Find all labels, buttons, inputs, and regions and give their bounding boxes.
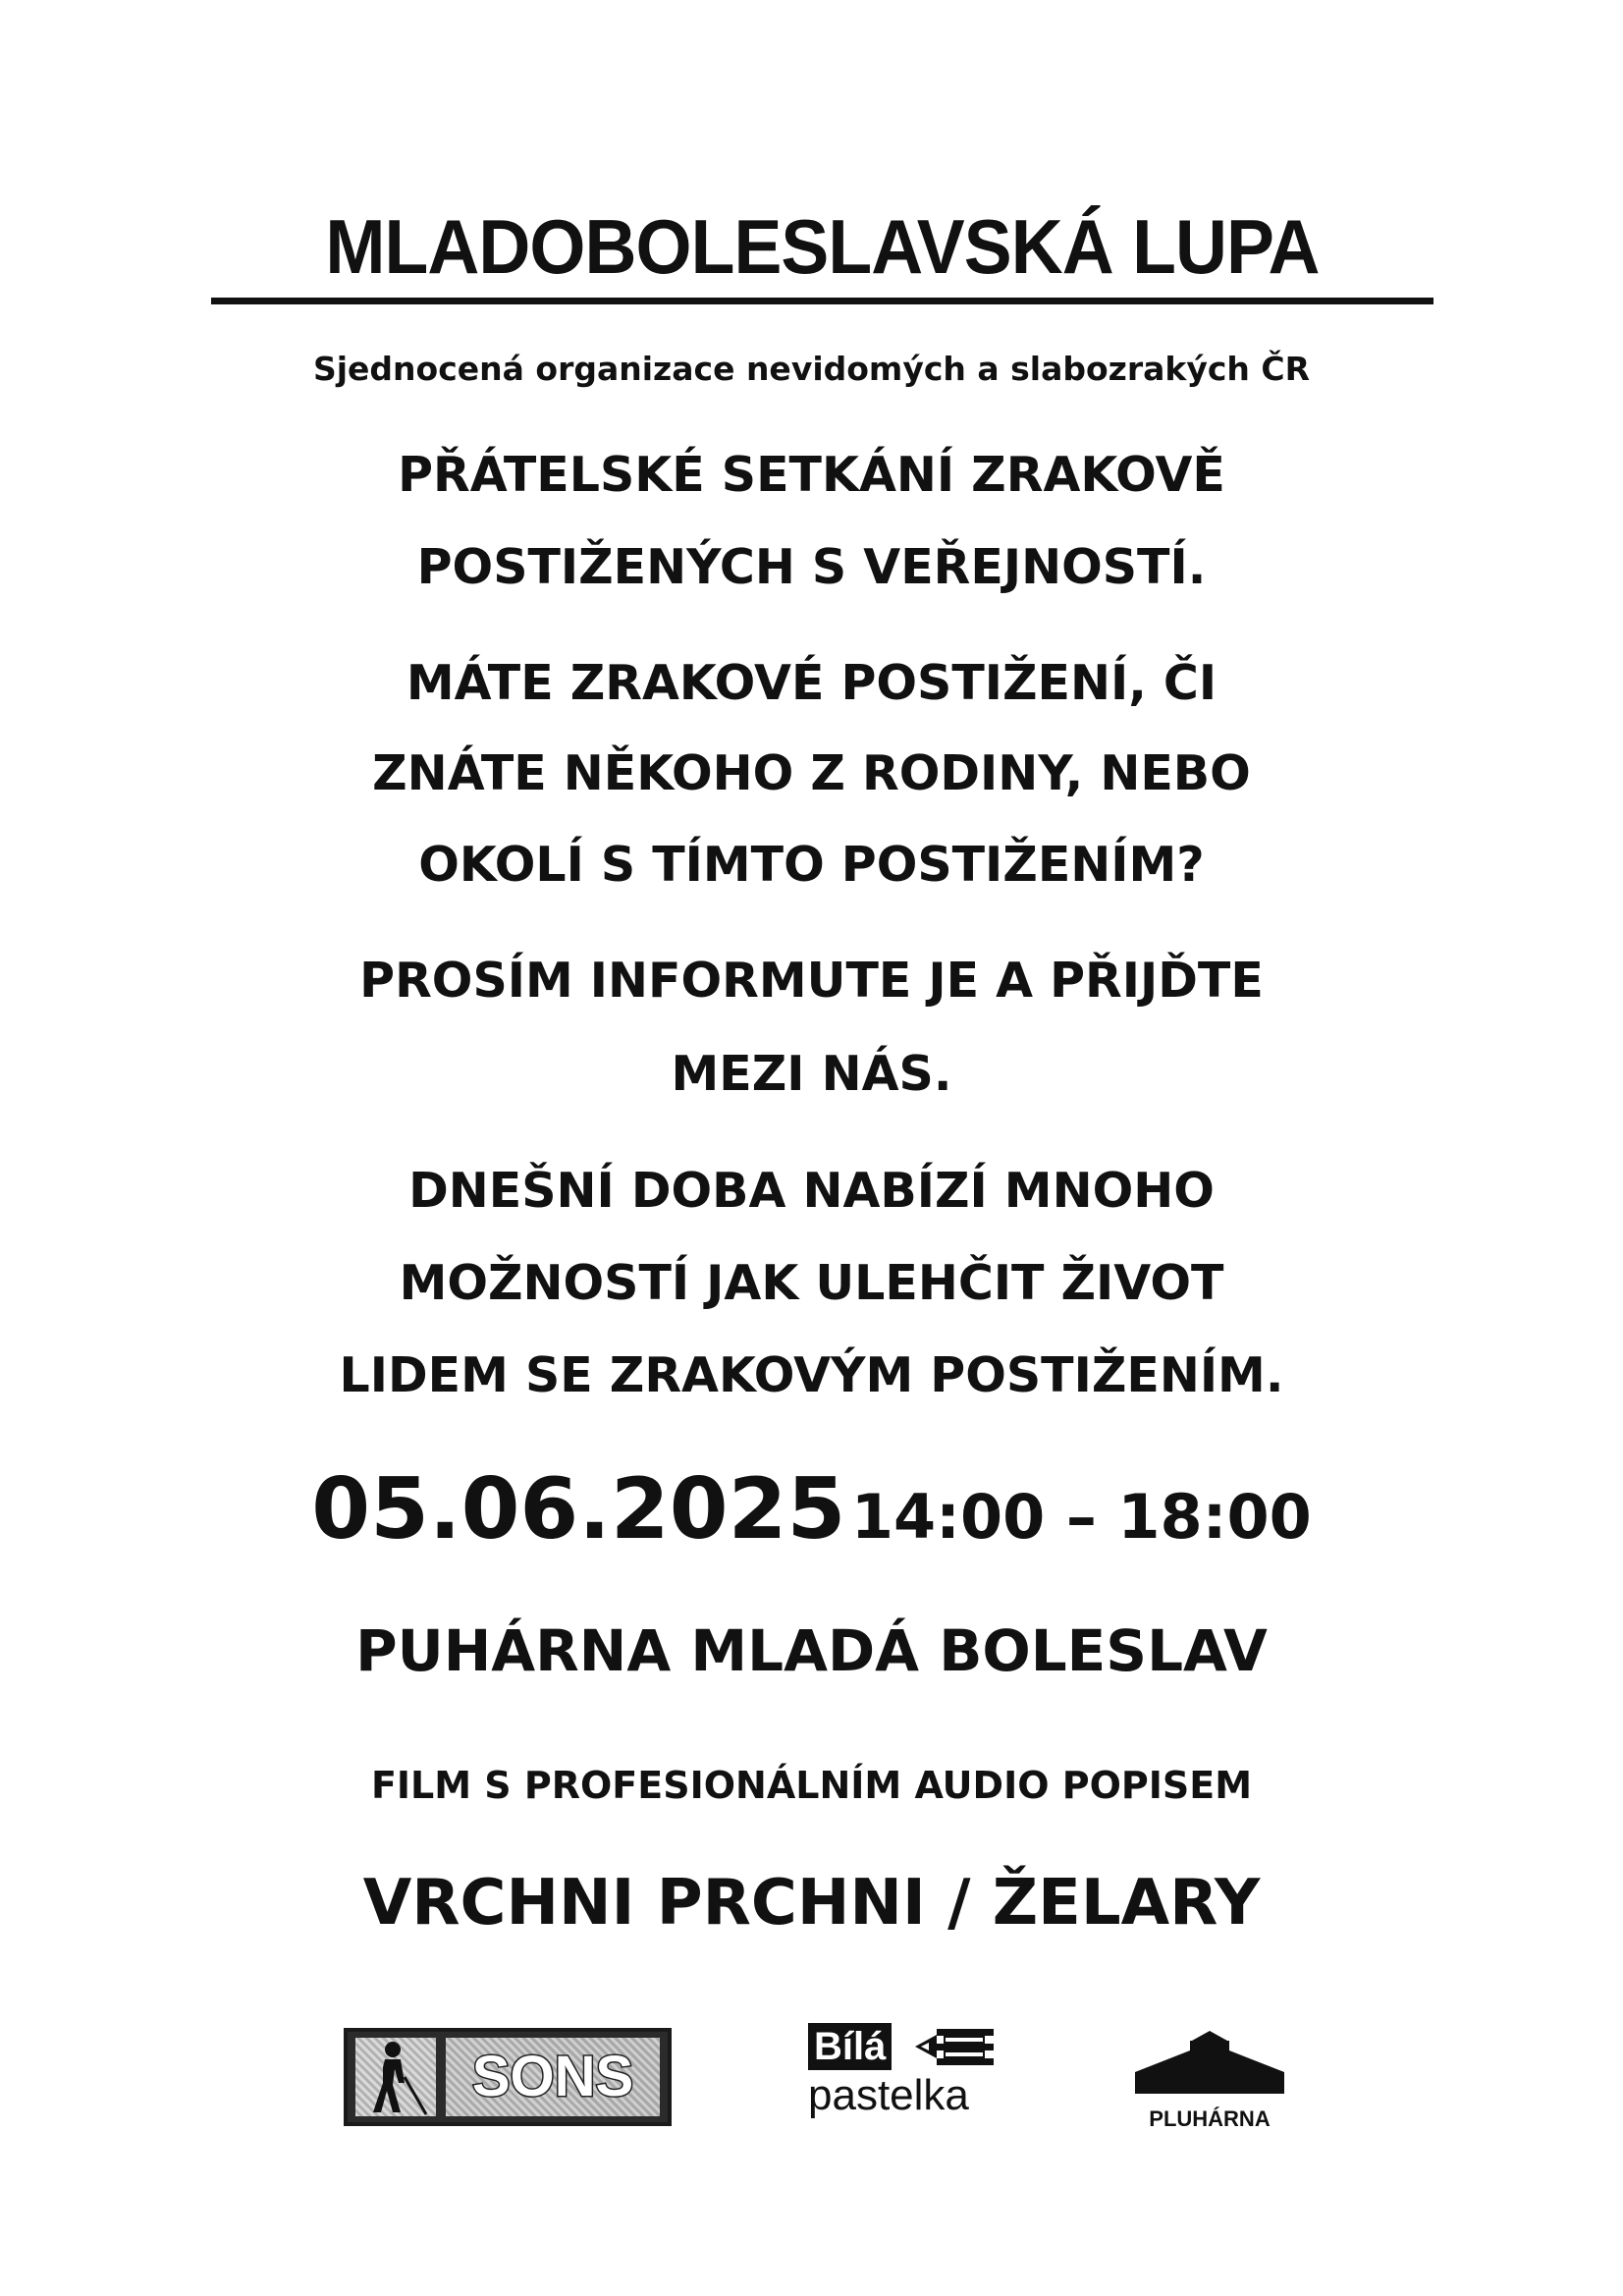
- sons-logo: [344, 2028, 672, 2126]
- headline-line-2: POSTIŽENÝCH S VEŘEJNOSTÍ.: [416, 539, 1207, 595]
- question-line-2: ZNÁTE NĚKOHO Z RODINY, NEBO: [372, 745, 1251, 801]
- film-label: FILM S PROFESIONÁLNÍM AUDIO POPISEM: [370, 1764, 1253, 1807]
- bila-logo-word: Bílá: [808, 2023, 892, 2070]
- building-roof-icon: [1131, 2031, 1288, 2105]
- sons-logo-text: SONS: [446, 2038, 660, 2116]
- question-line-1: MÁTE ZRAKOVÉ POSTIŽENÍ, ČI: [406, 655, 1217, 711]
- headline-line-1: PŘÁTELSKÉ SETKÁNÍ ZRAKOVĚ: [398, 447, 1225, 503]
- event-venue: PUHÁRNA MLADÁ BOLESLAV: [355, 1617, 1268, 1684]
- statement-line-3: LIDEM SE ZRAKOVÝM POSTIŽENÍM.: [339, 1347, 1284, 1403]
- puharna-logo-text: PLUHÁRNA: [1149, 2106, 1271, 2131]
- pastelka-logo-word: pastelka: [808, 2071, 969, 2119]
- event-date-time: [0, 1455, 1623, 1587]
- masthead-title: MLADOBOLESLAVSKÁ LUPA: [325, 203, 1320, 290]
- statement-line-2: MOŽNOSTÍ JAK ULEHČIT ŽIVOT: [399, 1255, 1224, 1311]
- organization-name: Sjednocená organizace nevidomých a slabozrakých ČR: [312, 350, 1311, 388]
- blind-person-with-cane-icon: [355, 2038, 436, 2116]
- pencil-tip-icon: [915, 2023, 998, 2072]
- event-date: 05.06.2025: [311, 1460, 846, 1558]
- question-line-3: OKOLÍ S TÍMTO POSTIŽENÍM?: [418, 837, 1205, 893]
- statement-line-1: DNEŠNÍ DOBA NABÍZÍ MNOHO: [408, 1163, 1215, 1219]
- puharna-logo: [1131, 2031, 1288, 2139]
- film-title: VRCHNI PRCHNI / ŽELARY: [362, 1867, 1261, 1940]
- invitation-line-2: MEZI NÁS.: [671, 1046, 952, 1102]
- masthead: [211, 202, 1434, 304]
- invitation-line-1: PROSÍM INFORMUTE JE A PŘIJĎTE: [359, 953, 1264, 1009]
- event-time: 14:00 – 18:00: [850, 1481, 1312, 1553]
- bila-pastelka-logo: [805, 2013, 1001, 2131]
